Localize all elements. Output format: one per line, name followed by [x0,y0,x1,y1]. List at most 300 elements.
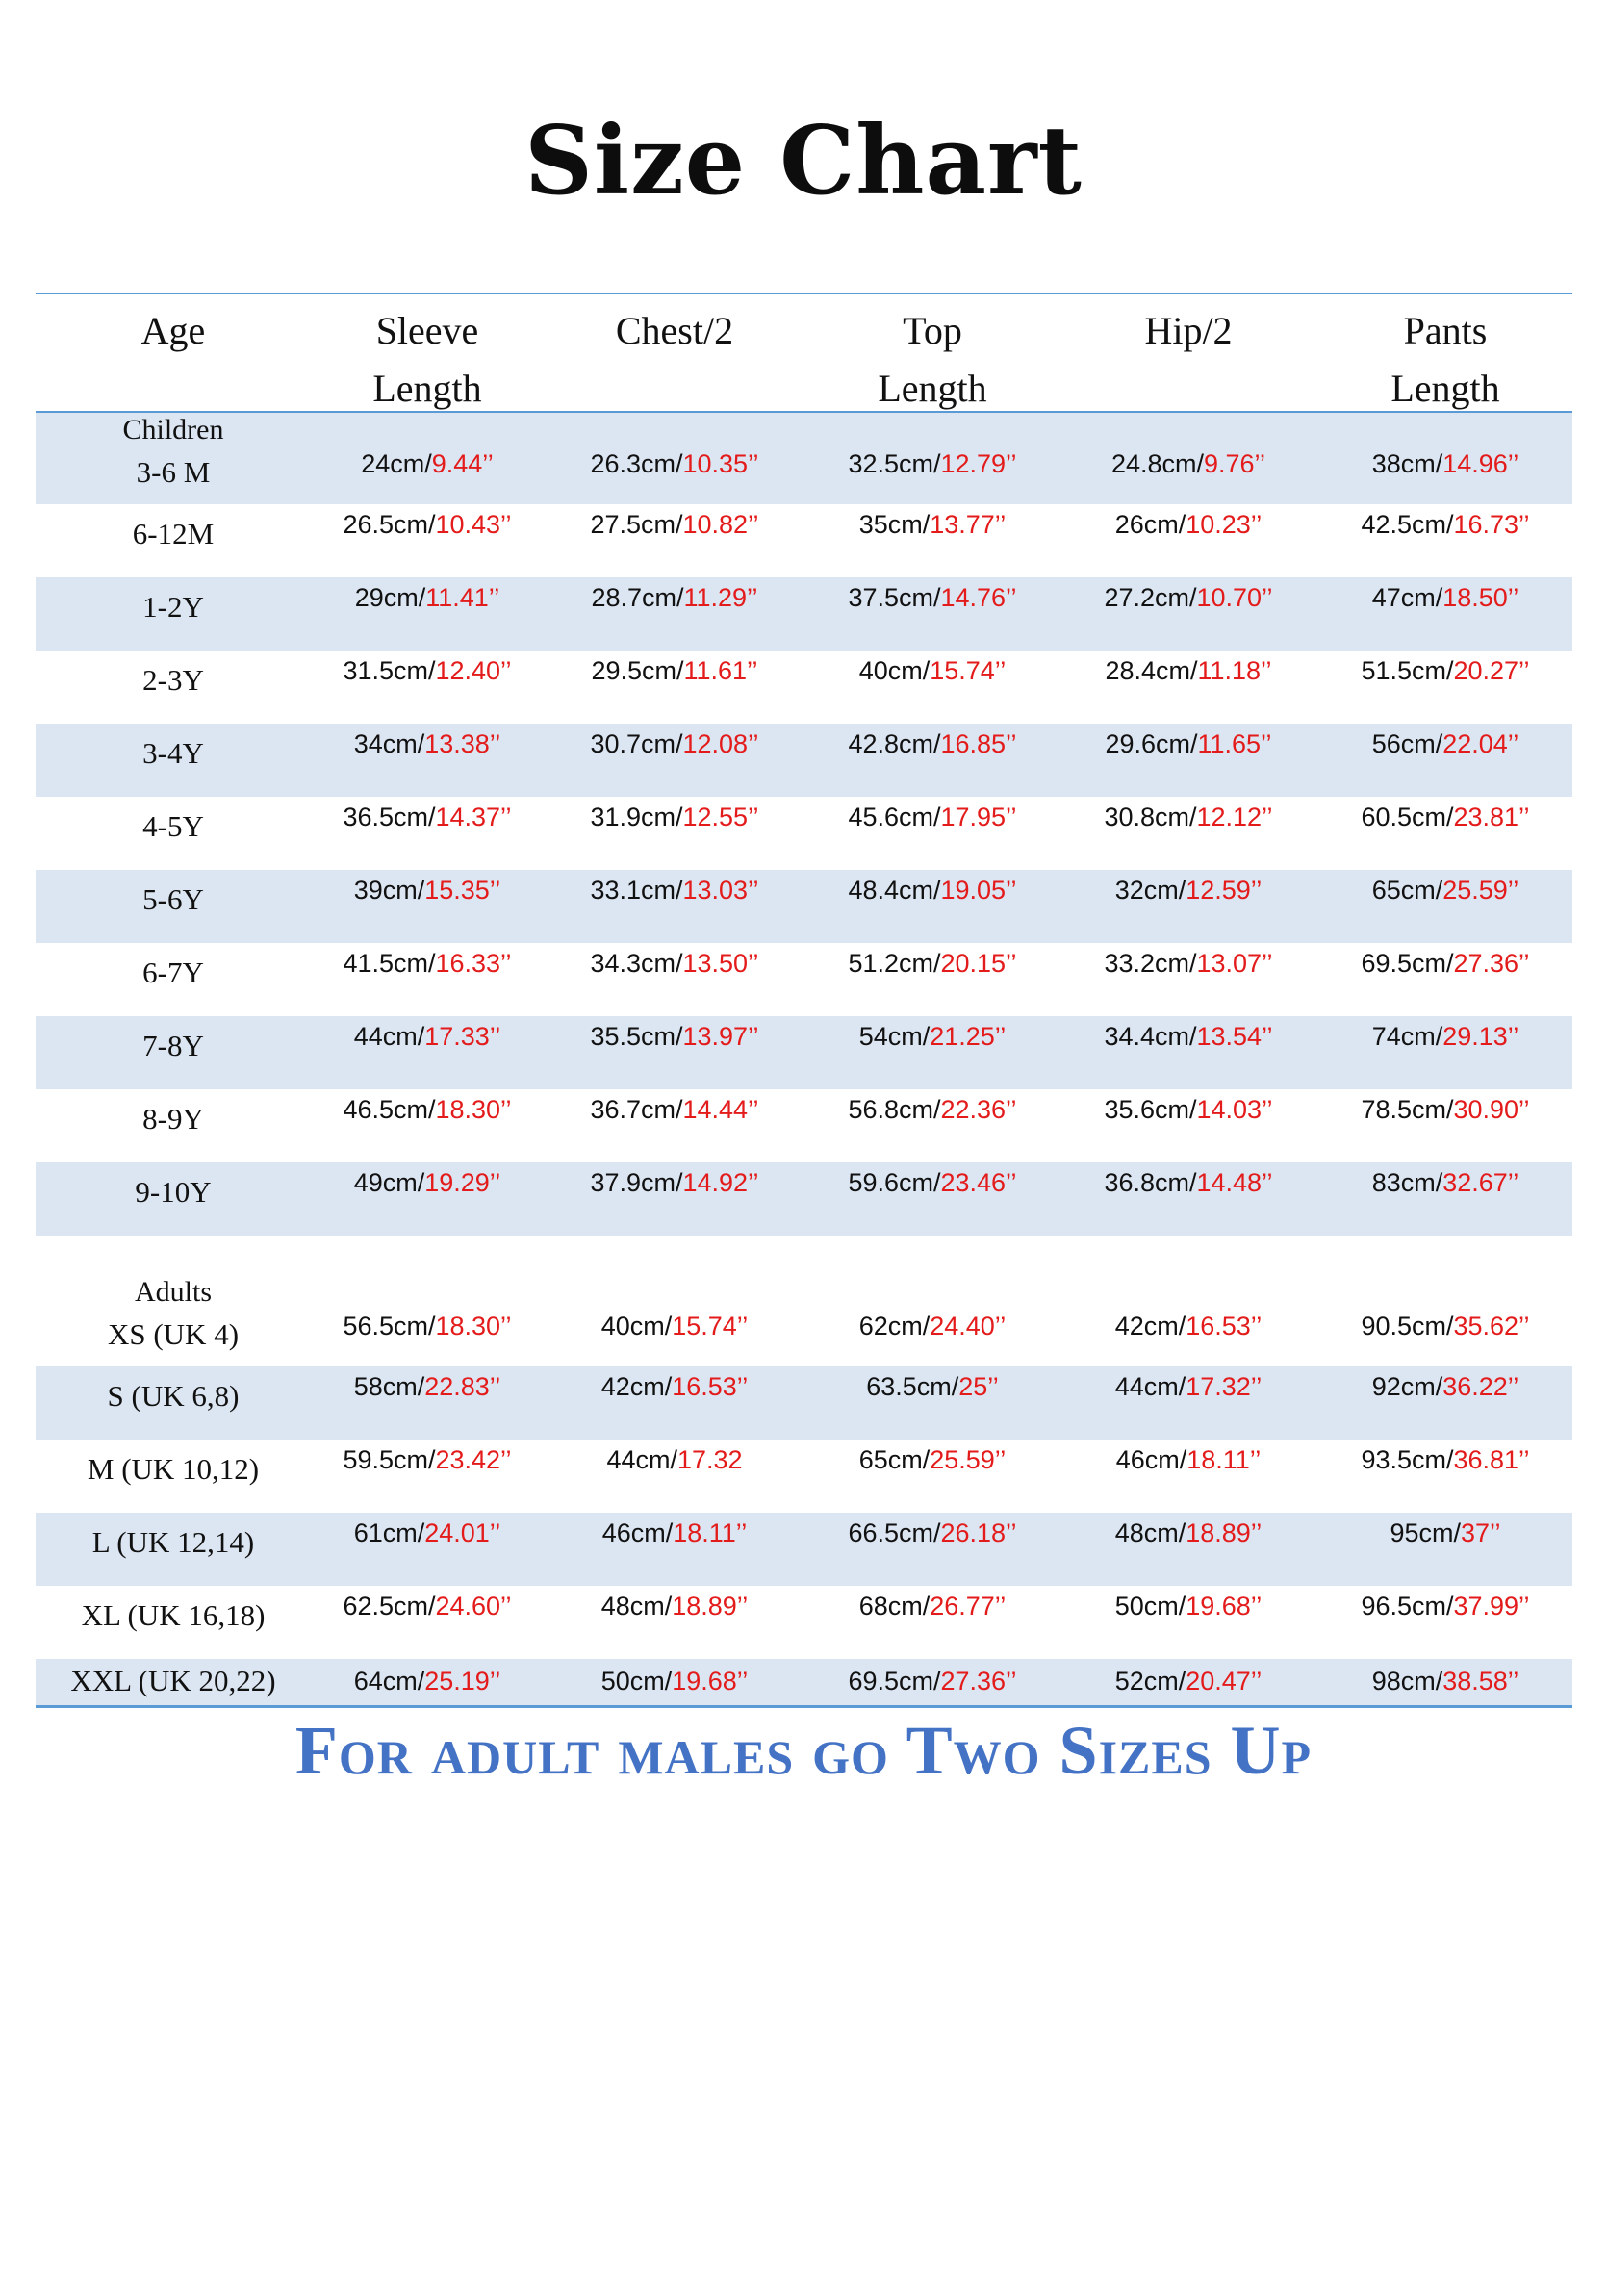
measure-cell-chest [530,1667,819,1696]
header-line: Sleeve [375,309,479,352]
measure-cell-top-length [788,1022,1077,1052]
age-label: 9-10Y [135,1175,212,1209]
inch-value: 13.03’’ [682,876,759,905]
inch-value: 36.22’’ [1442,1372,1519,1401]
measure-cell-pants-length [1301,1372,1590,1402]
cm-value: 42.8cm/ [848,729,941,758]
inch-value: 12.12’’ [1196,803,1273,831]
cm-value: 34cm/ [353,729,425,758]
measure-cell-sleeve-length [283,1667,572,1696]
header-pants-length [1301,302,1590,418]
inch-value: 19.05’’ [940,876,1017,905]
measure-cell-chest [530,876,819,906]
inch-value: 16.33’’ [435,949,512,978]
age-cell [29,585,318,629]
age-cell [29,1520,318,1565]
inch-value: 24.40’’ [930,1312,1007,1340]
age-cell [29,1170,318,1214]
measure-cell-chest [530,1372,819,1402]
cm-value: 31.9cm/ [590,803,683,831]
measure-cell-pants-length [1301,583,1590,613]
header-line: Chest/2 [615,309,734,352]
measure-cell-chest [530,803,819,832]
inch-value: 18.30’’ [435,1095,512,1124]
inch-value: 16.53’’ [1186,1312,1263,1340]
cm-value: 59.6cm/ [848,1168,941,1197]
measure-cell-chest [530,729,819,759]
measure-cell-sleeve-length [283,1372,572,1402]
inch-value: 13.97’’ [682,1022,759,1051]
age-label: 6-7Y [142,956,204,989]
inch-value: 14.92’’ [682,1168,759,1197]
cm-value: 28.4cm/ [1105,656,1198,685]
table-row [36,504,1572,577]
cm-value: 30.7cm/ [590,729,683,758]
inch-value: 13.50’’ [682,949,759,978]
cm-value: 42.5cm/ [1361,510,1454,539]
inch-value: 17.33’’ [424,1022,501,1051]
inch-value: 17.32 [676,1445,743,1474]
cm-value: 74cm/ [1371,1022,1443,1051]
measure-cell-top-length [788,1095,1077,1125]
table-row [36,1162,1572,1236]
cm-value: 35cm/ [858,510,931,539]
footer-note: For adult males go Two Sizes Up [294,1712,1313,1789]
inch-value: 30.90’’ [1453,1095,1530,1124]
measure-cell-sleeve-length [283,1445,572,1475]
age-cell [29,1594,318,1638]
inch-value: 14.96’’ [1442,449,1519,478]
inch-value: 37.99’’ [1453,1592,1530,1620]
measure-cell-top-length [788,510,1077,540]
cm-value: 29.5cm/ [591,656,684,685]
measure-cell-sleeve-length [283,729,572,759]
inch-value: 14.44’’ [682,1095,759,1124]
cm-value: 34.3cm/ [590,949,683,978]
measure-cell-hip [1044,1022,1333,1052]
cm-value: 44cm/ [606,1445,677,1474]
inch-value: 22.83’’ [424,1372,501,1401]
measure-cell-top-length [788,1518,1077,1548]
cm-value: 56.8cm/ [848,1095,941,1124]
cm-value: 46cm/ [601,1518,674,1547]
inch-value: 24.60’’ [435,1592,512,1620]
cm-value: 42cm/ [1114,1312,1186,1340]
cm-value: 29cm/ [354,583,426,612]
measure-cell-hip [1044,1592,1333,1621]
cm-value: 47cm/ [1371,583,1443,612]
inch-value: 9.76’’ [1203,449,1266,478]
measure-cell-hip [1044,803,1333,832]
measure-cell-top-length [788,949,1077,979]
cm-value: 33.1cm/ [590,876,683,905]
cm-value: 24.8cm/ [1110,449,1204,478]
measure-cell-sleeve-length [283,803,572,832]
cm-value: 63.5cm/ [866,1372,959,1401]
measure-cell-pants-length [1301,449,1590,479]
inch-value: 22.36’’ [940,1095,1017,1124]
measure-cell-top-length [788,1592,1077,1621]
age-label: 8-9Y [142,1102,204,1135]
inch-value: 13.07’’ [1196,949,1273,978]
inch-value: 36.81’’ [1453,1445,1530,1474]
age-cell [29,1271,318,1356]
cm-value: 78.5cm/ [1361,1095,1454,1124]
inch-value: 15.35’’ [424,876,501,905]
inch-value: 11.41’’ [425,583,500,612]
inch-value: 11.61’’ [683,656,758,685]
cm-value: 69.5cm/ [848,1667,941,1696]
cm-value: 56cm/ [1371,729,1443,758]
measure-cell-chest [530,1168,819,1198]
inch-value: 10.82’’ [682,510,759,539]
age-label: 3-4Y [142,736,204,770]
cm-value: 65cm/ [1371,876,1443,905]
inch-value: 14.03’’ [1196,1095,1273,1124]
inch-value: 25.59’’ [930,1445,1007,1474]
inch-value: 12.79’’ [940,449,1017,478]
inch-value: 25’’ [958,1372,999,1401]
inch-value: 26.77’’ [930,1592,1007,1620]
cm-value: 36.7cm/ [590,1095,683,1124]
measure-cell-sleeve-length [283,1168,572,1198]
age-label: XL (UK 16,18) [81,1598,266,1632]
measure-cell-sleeve-length [283,1312,572,1341]
table-row [36,943,1572,1016]
inch-value: 18.30’’ [435,1312,512,1340]
inch-value: 35.62’’ [1453,1312,1530,1340]
measure-cell-chest [530,1518,819,1548]
measure-cell-top-length [788,1168,1077,1198]
table-row [36,870,1572,943]
age-cell [29,804,318,849]
inch-value: 13.54’’ [1196,1022,1273,1051]
cm-value: 33.2cm/ [1104,949,1197,978]
age-cell [29,1447,318,1492]
measure-cell-pants-length [1301,1095,1590,1125]
cm-value: 37.9cm/ [590,1168,683,1197]
table-bottom-rule [36,1705,1572,1708]
age-cell [29,512,318,556]
inch-value: 12.55’’ [682,803,759,831]
age-cell [29,951,318,995]
inch-value: 18.89’’ [1186,1518,1263,1547]
cm-value: 34.4cm/ [1104,1022,1197,1051]
age-label: 3-6 M [136,455,211,489]
inch-value: 38.58’’ [1442,1667,1519,1696]
cm-value: 52cm/ [1114,1667,1186,1696]
table-row [36,1016,1572,1089]
measure-cell-chest [530,1095,819,1125]
cm-value: 29.6cm/ [1105,729,1198,758]
header-chest [530,302,819,360]
measure-cell-chest [530,449,819,479]
table-row [36,1089,1572,1162]
cm-value: 51.5cm/ [1361,656,1454,685]
cm-value: 48.4cm/ [848,876,941,905]
cm-value: 56.5cm/ [343,1312,436,1340]
inch-value: 12.40’’ [435,656,512,685]
cm-value: 36.8cm/ [1104,1168,1197,1197]
measure-cell-chest [530,949,819,979]
measure-cell-chest [530,1445,819,1475]
page-title: Size Chart [524,106,1083,217]
measure-cell-pants-length [1301,1168,1590,1198]
cm-value: 28.7cm/ [591,583,684,612]
cm-value: 46.5cm/ [343,1095,436,1124]
cm-value: 26.3cm/ [590,449,683,478]
cm-value: 93.5cm/ [1361,1445,1454,1474]
cm-value: 68cm/ [858,1592,931,1620]
inch-value: 23.46’’ [940,1168,1017,1197]
cm-value: 30.8cm/ [1104,803,1197,831]
inch-value: 16.73’’ [1453,510,1530,539]
inch-value: 19.68’’ [672,1667,749,1696]
age-cell [29,1659,318,1703]
age-label: M (UK 10,12) [87,1452,260,1486]
cm-value: 32.5cm/ [848,449,941,478]
table-row [36,1440,1572,1513]
table-row [36,413,1572,504]
measure-cell-sleeve-length [283,1592,572,1621]
cm-value: 64cm/ [353,1667,425,1696]
inch-value: 20.15’’ [940,949,1017,978]
measure-cell-top-length [788,1667,1077,1696]
measure-cell-pants-length [1301,1022,1590,1052]
cm-value: 44cm/ [353,1022,425,1051]
cm-value: 50cm/ [1114,1592,1186,1620]
header-top-length [788,302,1077,418]
measure-cell-sleeve-length [283,1022,572,1052]
measure-cell-hip [1044,1667,1333,1696]
inch-value: 24.01’’ [424,1518,501,1547]
inch-value: 16.85’’ [940,729,1017,758]
measure-cell-pants-length [1301,729,1590,759]
measure-cell-top-length [788,1372,1077,1402]
measure-cell-pants-length [1301,803,1590,832]
cm-value: 40cm/ [600,1312,673,1340]
table-row [36,577,1572,651]
cm-value: 92cm/ [1371,1372,1443,1401]
age-cell [29,1374,318,1418]
measure-cell-hip [1044,449,1333,479]
header-line: Pants [1403,309,1488,352]
cm-value: 98cm/ [1371,1667,1443,1696]
section-label: Adults [134,1276,212,1308]
measure-cell-hip [1044,949,1333,979]
table-row [36,724,1572,797]
measure-cell-hip [1044,1312,1333,1341]
age-label: 4-5Y [142,809,204,843]
measure-cell-top-length [788,656,1077,686]
cm-value: 49cm/ [353,1168,425,1197]
inch-value: 26.18’’ [940,1518,1017,1547]
inch-value: 32.67’’ [1442,1168,1519,1197]
header-hip [1044,302,1333,360]
cm-value: 62.5cm/ [343,1592,436,1620]
cm-value: 37.5cm/ [848,583,941,612]
cm-value: 41.5cm/ [343,949,436,978]
measure-cell-pants-length [1301,510,1590,540]
measure-cell-top-length [788,1312,1077,1341]
cm-value: 50cm/ [600,1667,673,1696]
cm-value: 27.2cm/ [1104,583,1197,612]
inch-value: 18.11’’ [1186,1445,1262,1474]
cm-value: 58cm/ [353,1372,425,1401]
cm-value: 35.5cm/ [590,1022,683,1051]
inch-value: 27.36’’ [1453,949,1530,978]
cm-value: 24cm/ [361,449,432,478]
table-row [36,1659,1572,1705]
cm-value: 69.5cm/ [1361,949,1454,978]
cm-value: 32cm/ [1114,876,1186,905]
inch-value: 14.76’’ [940,583,1017,612]
inch-value: 11.29’’ [683,583,758,612]
inch-value: 18.11’’ [673,1518,748,1547]
cm-value: 27.5cm/ [590,510,683,539]
measure-cell-sleeve-length [283,1518,572,1548]
measure-cell-sleeve-length [283,1095,572,1125]
measure-cell-sleeve-length [283,449,572,479]
cm-value: 95cm/ [1390,1518,1461,1547]
age-label: 1-2Y [142,590,204,624]
inch-value: 22.04’’ [1442,729,1519,758]
inch-value: 14.48’’ [1196,1168,1273,1197]
cm-value: 60.5cm/ [1361,803,1454,831]
inch-value: 16.53’’ [672,1372,749,1401]
measure-cell-hip [1044,656,1333,686]
age-label: XXL (UK 20,22) [70,1664,276,1697]
measure-cell-top-length [788,803,1077,832]
inch-value: 23.81’’ [1453,803,1530,831]
measure-cell-pants-length [1301,1518,1590,1548]
measure-cell-sleeve-length [283,876,572,906]
cm-value: 48cm/ [1114,1518,1186,1547]
header-line: Top [903,309,962,352]
inch-value: 11.65’’ [1197,729,1272,758]
measure-cell-chest [530,1592,819,1621]
cm-value: 96.5cm/ [1361,1592,1454,1620]
measure-cell-hip [1044,583,1333,613]
cm-value: 26.5cm/ [343,510,436,539]
inch-value: 11.18’’ [1197,656,1272,685]
age-cell [29,731,318,776]
inch-value: 18.50’’ [1442,583,1519,612]
measure-cell-top-length [788,1445,1077,1475]
inch-value: 15.74’’ [672,1312,749,1340]
cm-value: 38cm/ [1371,449,1443,478]
cm-value: 83cm/ [1371,1168,1443,1197]
cm-value: 42cm/ [600,1372,673,1401]
measure-cell-hip [1044,1518,1333,1548]
cm-value: 48cm/ [600,1592,673,1620]
cm-value: 36.5cm/ [343,803,436,831]
cm-value: 65cm/ [858,1445,931,1474]
header-line: Age [140,309,206,352]
inch-value: 15.74’’ [930,656,1007,685]
age-cell [29,1024,318,1068]
cm-value: 39cm/ [353,876,425,905]
measure-cell-pants-length [1301,1445,1590,1475]
inch-value: 37’’ [1460,1518,1501,1547]
measure-cell-pants-length [1301,1592,1590,1621]
inch-value: 13.38’’ [424,729,501,758]
table-row [36,1513,1572,1586]
header-line: Length [372,367,482,410]
inch-value: 10.70’’ [1196,583,1273,612]
table-header [36,294,1572,410]
age-cell [29,409,318,494]
header-line: Hip/2 [1144,309,1233,352]
cm-value: 54cm/ [858,1022,931,1051]
inch-value: 14.37’’ [435,803,512,831]
inch-value: 19.29’’ [424,1168,501,1197]
age-label: S (UK 6,8) [107,1379,240,1413]
inch-value: 25.59’’ [1442,876,1519,905]
cm-value: 90.5cm/ [1361,1312,1454,1340]
header-line: Length [1390,367,1500,410]
measure-cell-hip [1044,876,1333,906]
cm-value: 45.6cm/ [848,803,941,831]
measure-cell-chest [530,1312,819,1341]
age-cell [29,878,318,922]
measure-cell-sleeve-length [283,949,572,979]
measure-cell-chest [530,583,819,613]
age-label: 5-6Y [142,882,204,916]
inch-value: 20.27’’ [1453,656,1530,685]
inch-value: 9.44’’ [431,449,494,478]
measure-cell-pants-length [1301,656,1590,686]
inch-value: 27.36’’ [940,1667,1017,1696]
measure-cell-chest [530,510,819,540]
age-label: XS (UK 4) [107,1317,240,1351]
table-row [36,1366,1572,1440]
inch-value: 12.08’’ [682,729,759,758]
measure-cell-hip [1044,510,1333,540]
cm-value: 35.6cm/ [1104,1095,1197,1124]
cm-value: 40cm/ [858,656,931,685]
cm-value: 26cm/ [1114,510,1186,539]
inch-value: 19.68’’ [1186,1592,1263,1620]
measure-cell-pants-length [1301,876,1590,906]
table-row [36,1275,1572,1366]
measure-cell-top-length [788,729,1077,759]
inch-value: 18.89’’ [672,1592,749,1620]
measure-cell-top-length [788,449,1077,479]
inch-value: 10.43’’ [435,510,512,539]
section-label: Children [122,414,224,446]
cm-value: 66.5cm/ [848,1518,941,1547]
measure-cell-hip [1044,1445,1333,1475]
age-label: 6-12M [132,517,215,550]
table-row [36,1586,1572,1659]
cm-value: 59.5cm/ [343,1445,436,1474]
age-label: 7-8Y [142,1029,204,1062]
measure-cell-hip [1044,729,1333,759]
inch-value: 21.25’’ [930,1022,1007,1051]
header-line: Length [878,367,987,410]
cm-value: 46cm/ [1115,1445,1187,1474]
cm-value: 44cm/ [1114,1372,1186,1401]
measure-cell-top-length [788,876,1077,906]
age-cell [29,658,318,702]
cm-value: 61cm/ [353,1518,425,1547]
inch-value: 23.42’’ [435,1445,512,1474]
cm-value: 31.5cm/ [343,656,436,685]
inch-value: 29.13’’ [1442,1022,1519,1051]
measure-cell-sleeve-length [283,583,572,613]
measure-cell-hip [1044,1372,1333,1402]
